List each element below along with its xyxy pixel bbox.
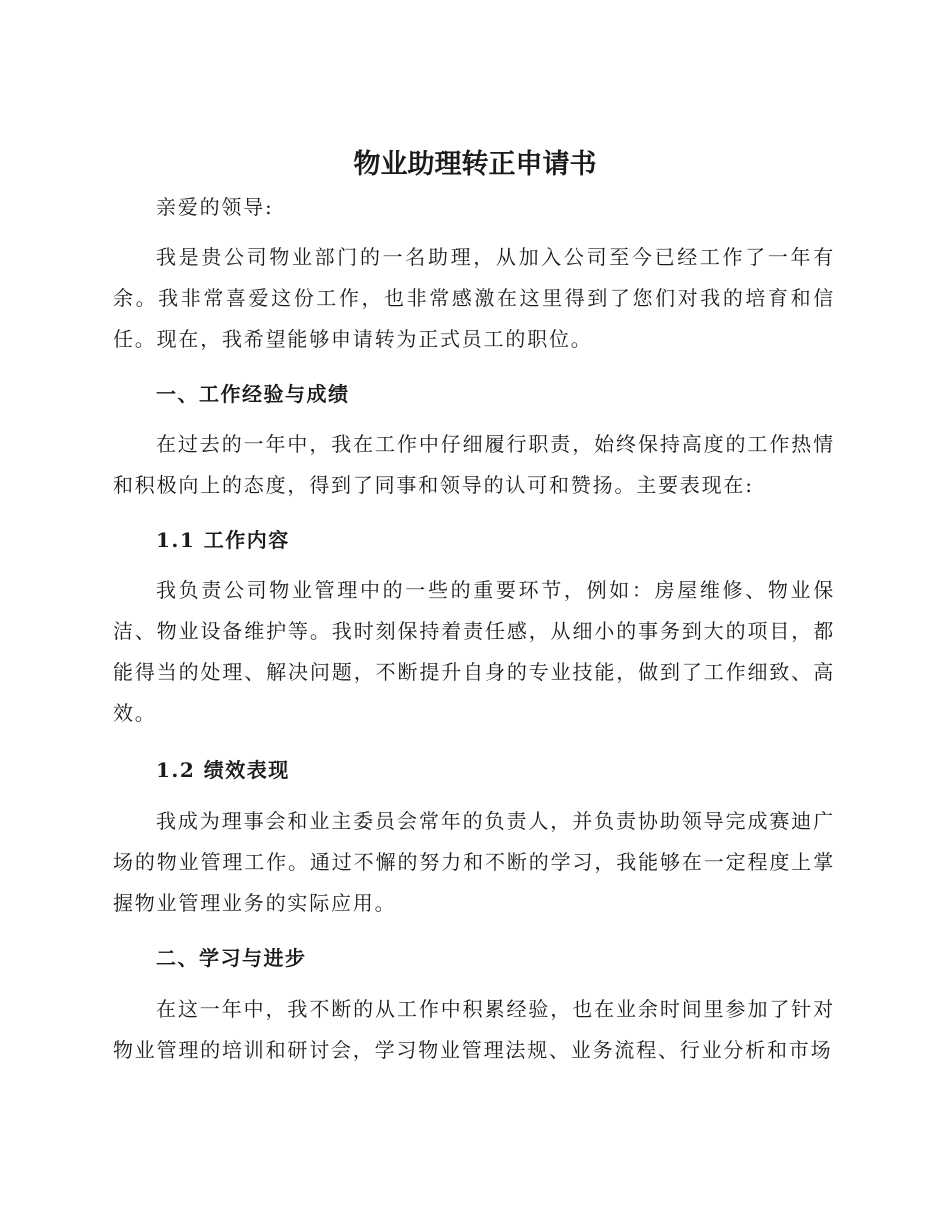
section-1-2-heading: 1.2 绩效表现: [156, 758, 290, 782]
section-1-2-paragraph: 我成为理事会和业主委员会常年的负责人，并负责协助领导完成赛迪广场的物业管理工作。通过不懈的努力和不断的学习，我能够在一定程度上掌握物业管理业务的实际应用。: [113, 809, 835, 915]
section-1-1-paragraph: 我负责公司物业管理中的一些的重要环节，例如：房屋维修、物业保洁、物业设备维护等。我时刻保持着责任感，从细小的事务到大的项目，都能得当的处理、解决问题，不断提升自身的专业技能，做到了工作细致、高效。: [113, 578, 835, 725]
intro-paragraph: 我是贵公司物业部门的一名助理，从加入公司至今已经工作了一年有余。我非常喜爱这份工作，也非常感激在这里得到了您们对我的培育和信任。现在，我希望能够申请转为正式员工的职位。: [113, 245, 835, 351]
section-1-paragraph: 在过去的一年中，我在工作中仔细履行职责，始终保持高度的工作热情和积极向上的态度，得到了同事和领导的认可和赞扬。主要表现在:: [113, 432, 835, 497]
salutation: 亲爱的领导:: [156, 195, 274, 219]
section-1-heading: 一、工作经验与成绩: [156, 382, 350, 406]
document-title: 物业助理转正申请书: [353, 149, 597, 180]
section-2-paragraph: 在这一年中，我不断的从工作中积累经验，也在业余时间里参加了针对物业管理的培训和研讨会，学习物业管理法规、业务流程、行业分析和市场: [113, 997, 835, 1062]
section-2-heading: 二、学习与进步: [156, 946, 307, 970]
section-1-1-heading: 1.1 工作内容: [156, 528, 290, 552]
